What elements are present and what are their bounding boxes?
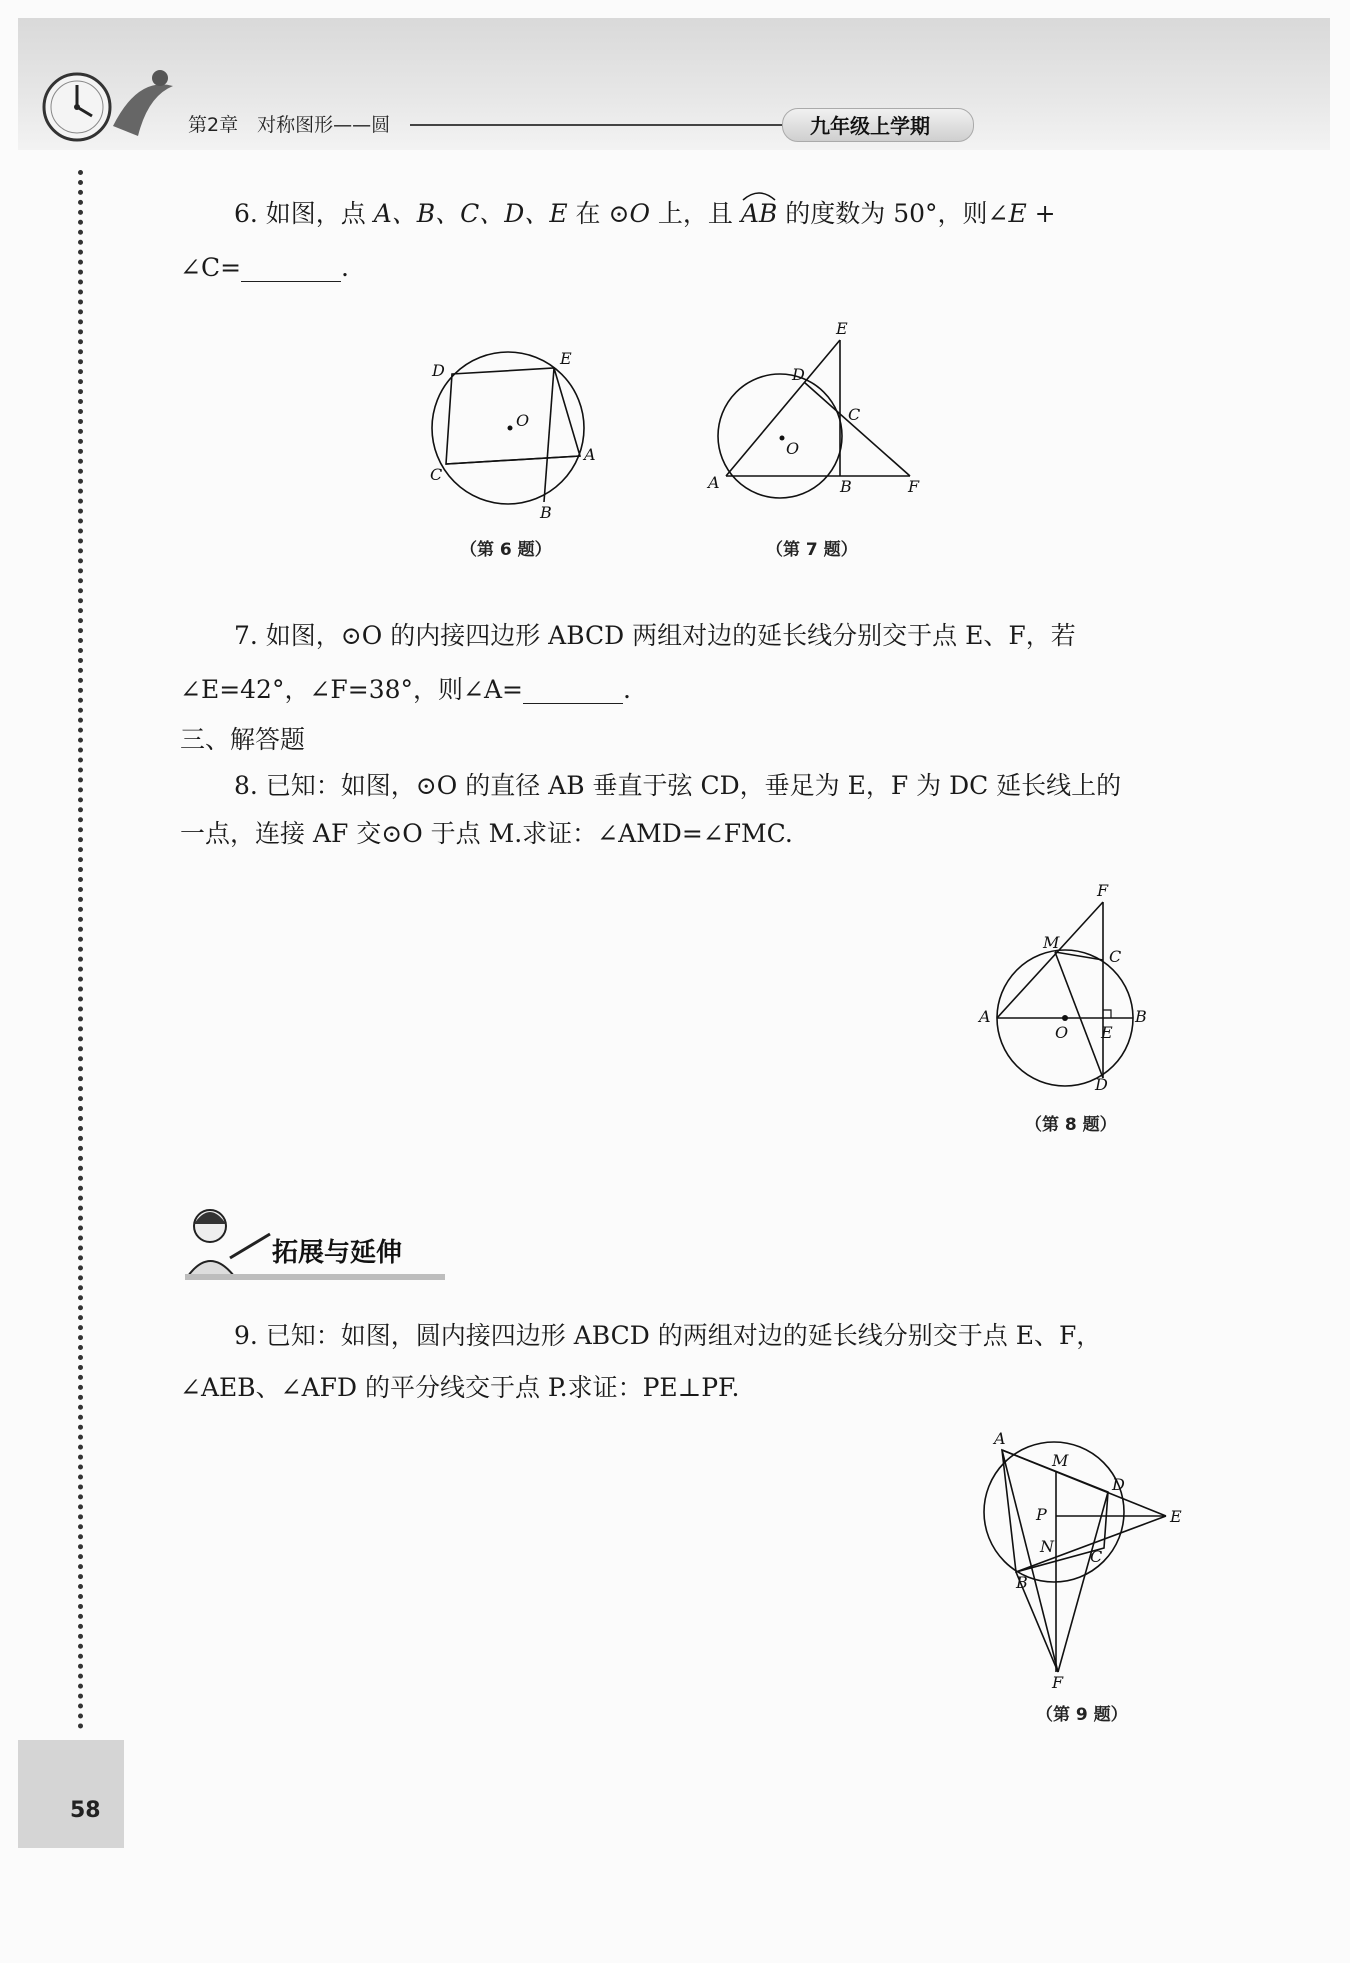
fig7-label-a: A — [708, 473, 720, 492]
q7-line2: ∠E=42°，∠F=38°，则∠A=________. — [180, 675, 631, 704]
fig8-label-m: M — [1043, 933, 1060, 952]
fig9-label-m: M — [1052, 1451, 1069, 1470]
figure-6 — [420, 340, 600, 520]
section-heading: 三、解答题 — [180, 725, 306, 754]
fig9-label-n: N — [1040, 1537, 1054, 1556]
q8-line1: 8. 已知：如图，⊙O 的直径 AB 垂直于弦 CD，垂足为 E，F 为 DC 延长线上的 — [234, 771, 1122, 800]
fig8-caption: （第 8 题） — [1025, 1115, 1117, 1135]
fig9-caption: （第 9 题） — [1036, 1705, 1128, 1725]
figure-9 — [970, 1430, 1190, 1690]
extension-title: 拓展与延伸 — [272, 1238, 403, 1268]
fig8-label-o: O — [1055, 1023, 1069, 1042]
fig9-label-b: B — [1016, 1573, 1028, 1592]
clock-icon — [40, 70, 114, 144]
chapter-title: 第2章 对称图形——圆 — [188, 114, 391, 136]
fig6-caption: （第 6 题） — [460, 540, 552, 560]
fig8-label-b: B — [1135, 1007, 1147, 1026]
fig7-label-e: E — [836, 319, 848, 338]
q6-line2: ∠C=________. — [180, 253, 349, 282]
fig7-caption: （第 7 题） — [766, 540, 858, 560]
fig8-label-f: F — [1097, 882, 1109, 900]
fig7-label-d: D — [792, 365, 805, 384]
q7-line1: 7. 如图，⊙O 的内接四边形 ABCD 两组对边的延长线分别交于点 E、F，若 — [234, 621, 1076, 650]
arc-ab: AB — [741, 199, 777, 228]
fig7-label-c: C — [848, 405, 861, 424]
teacher-icon — [180, 1196, 276, 1280]
fig9-label-e: E — [1170, 1507, 1182, 1526]
extension-underline — [185, 1274, 445, 1280]
fig7-label-o: O — [786, 439, 800, 458]
fig8-label-c: C — [1109, 947, 1122, 966]
page-number-box — [18, 1740, 124, 1848]
fig6-label-a: A — [584, 445, 596, 464]
runner-swoosh-icon — [108, 66, 178, 146]
margin-dots — [78, 170, 83, 1730]
q6-line1: 6. 如图，点 A、B、C、D、E 在 ⊙O 上，且 AB 的度数为 50°，则∠E + — [234, 196, 1056, 232]
grade-label: 九年级上学期 — [810, 114, 930, 138]
fig6-label-c: C — [430, 465, 443, 484]
fig6-label-b: B — [540, 503, 552, 520]
header-rule — [410, 124, 782, 126]
q9-line2: ∠AEB、∠AFD 的平分线交于点 P.求证：PE⊥PF. — [180, 1373, 740, 1402]
figure-7 — [700, 318, 940, 508]
q8-line2: 一点，连接 AF 交⊙O 于点 M.求证：∠AMD=∠FMC. — [180, 819, 793, 848]
fig9-label-p: P — [1036, 1505, 1047, 1524]
fig7-label-b: B — [840, 477, 852, 496]
fig8-label-a: A — [979, 1007, 991, 1026]
fig9-label-c: C — [1090, 1547, 1103, 1566]
fig7-label-f: F — [908, 477, 920, 496]
fig8-label-d: D — [1095, 1075, 1108, 1092]
page-number: 58 — [70, 1798, 101, 1823]
fig9-label-a: A — [994, 1430, 1006, 1448]
figure-8 — [975, 882, 1155, 1092]
fig9-label-d: D — [1112, 1475, 1125, 1494]
fig6-label-o: O — [516, 411, 530, 430]
fig9-label-f: F — [1052, 1673, 1064, 1690]
fig6-label-e: E — [560, 349, 572, 368]
fig6-label-d: D — [432, 361, 445, 380]
fig8-label-e: E — [1101, 1023, 1113, 1042]
q9-line1: 9. 已知：如图，圆内接四边形 ABCD 的两组对边的延长线分别交于点 E、F， — [234, 1321, 1102, 1350]
